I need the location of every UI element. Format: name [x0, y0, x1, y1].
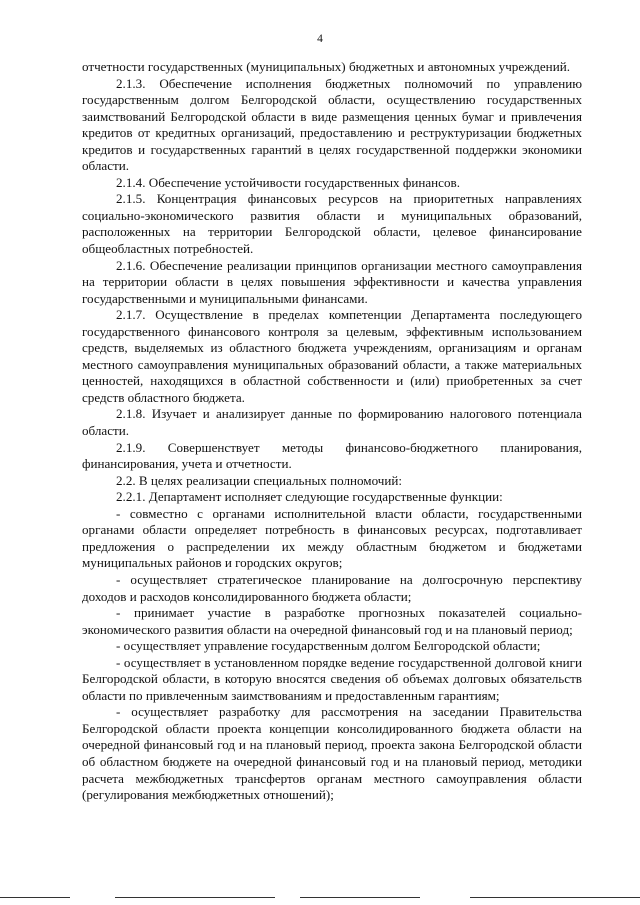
paragraph: отчетности государственных (муниципальных) бюджетных и автономных учреждений.: [82, 59, 570, 74]
page-number: 4: [317, 33, 323, 45]
paragraph: - осуществляет стратегическое планирование на долгосрочную перспективу доходов и расходов консолидированного бюджета области;: [82, 571, 582, 604]
document-body: [82, 59, 582, 804]
paragraph: 2.1.8. Изучает и анализирует данные по формированию налогового потенциала области.: [82, 406, 582, 439]
paragraph: - принимает участие в разработке прогнозных показателей социально-экономического развития области на очередной финансовый год и на плановый период;: [82, 605, 582, 637]
paragraph: - совместно с органами исполнительной власти области, государственными органами области определяет потребность в финансовых ресурсах, подготавливает предложения о распределении их между областным бюджетом и бюджетами муниципальных районов и городских округов;: [82, 505, 582, 571]
paragraph: - осуществляет разработку для рассмотрения на заседании Правительства Белгородской области проекта концепции консолидированного бюджета области на очередной финансовый год и на плановый период, проекта закона Белгородской области об областном бюджете на очередной финансовый год и на плановый период, методики расчета межбюджетных трансфертов органам местного самоуправления области (регулирования межбюджетных отношений);: [82, 704, 582, 803]
paragraph: 2.1.7. Осуществление в пределах компетенции Департамента последующего государственного финансового контроля за целевым, эффективным использованием средств, выделяемых из областного бюджета учреждениям, организациям и органам местного самоуправления муниципальных образований области, а также материальных ценностей, находящихся в областной собственности и (или) приобретенных за счет средств областного бюджета.: [82, 307, 582, 405]
bottom-edge-line: [0, 897, 640, 899]
paragraph: 2.1.4. Обеспечение устойчивости государственных финансов.: [116, 174, 460, 190]
paragraph: 2.1.9. Совершенствует методы финансово-бюджетного планирования, финансирования, учета и отчетности.: [82, 439, 582, 472]
paragraph: 2.2.1. Департамент исполняет следующие государственные функции:: [116, 489, 503, 505]
paragraph: - осуществляет управление государственным долгом Белгородской области;: [116, 638, 541, 654]
paragraph: 2.1.3. Обеспечение исполнения бюджетных полномочий по управлению государственным долгом Белгородской области, осуществлению государственных заимствований Белгородской области в виде размещения ценных бумаг и привлечения кредитов от кредитных организаций, предоставлению и реструктуризации бюджетных кредитов и государственных гарантий в целях государственной поддержки экономики области.: [82, 75, 582, 174]
paragraph: 2.1.5. Концентрация финансовых ресурсов на приоритетных направлениях социально-экономического развития области и муниципальных образований, расположенных на территории Белгородской области, целевое финансирование общеобластных потребностей.: [82, 191, 582, 257]
paragraph: 2.1.6. Обеспечение реализации принципов организации местного самоуправления на территории области в целях повышения эффективности и качества управления государственными и муниципальными финансами.: [82, 257, 582, 306]
paragraph: - осуществляет в установленном порядке ведение государственной долговой книги Белгородской области, в которую вносятся сведения об объемах долговых обязательств области по привлеченным заимствованиям и предоставленным гарантиям;: [82, 654, 582, 703]
paragraph: 2.2. В целях реализации специальных полномочий:: [116, 472, 403, 488]
